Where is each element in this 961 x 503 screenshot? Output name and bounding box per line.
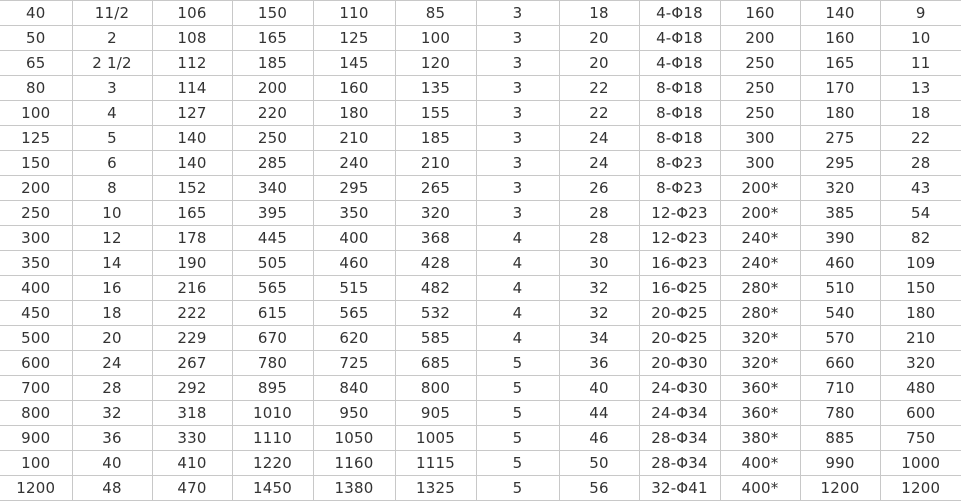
table-cell: 11/2 xyxy=(72,1,152,26)
table-cell: 43 xyxy=(880,176,961,201)
table-cell: 140 xyxy=(152,151,232,176)
table-cell: 155 xyxy=(395,101,476,126)
table-cell: 16-Φ23 xyxy=(639,251,720,276)
table-cell: 165 xyxy=(232,26,313,51)
table-cell: 380* xyxy=(720,426,800,451)
table-cell: 615 xyxy=(232,301,313,326)
table-cell: 20 xyxy=(72,326,152,351)
table-cell: 125 xyxy=(313,26,395,51)
table-cell: 34 xyxy=(559,326,639,351)
table-cell: 216 xyxy=(152,276,232,301)
table-cell: 222 xyxy=(152,301,232,326)
table-cell: 460 xyxy=(313,251,395,276)
table-cell: 200 xyxy=(0,176,72,201)
table-cell: 165 xyxy=(152,201,232,226)
table-cell: 950 xyxy=(313,401,395,426)
table-cell: 28 xyxy=(72,376,152,401)
table-cell: 400* xyxy=(720,476,800,501)
table-cell: 1380 xyxy=(313,476,395,501)
table-cell: 170 xyxy=(800,76,880,101)
table-cell: 400 xyxy=(0,276,72,301)
table-cell: 50 xyxy=(559,451,639,476)
table-cell: 3 xyxy=(72,76,152,101)
table-cell: 905 xyxy=(395,401,476,426)
table-cell: 300 xyxy=(0,226,72,251)
table-cell: 2 xyxy=(72,26,152,51)
table-cell: 28-Φ34 xyxy=(639,451,720,476)
table-cell: 570 xyxy=(800,326,880,351)
table-cell: 48 xyxy=(72,476,152,501)
table-cell: 26 xyxy=(559,176,639,201)
table-cell: 8-Φ18 xyxy=(639,101,720,126)
table-cell: 368 xyxy=(395,226,476,251)
table-cell: 320 xyxy=(800,176,880,201)
table-cell: 885 xyxy=(800,426,880,451)
table-row xyxy=(0,451,961,476)
table-cell: 32 xyxy=(72,401,152,426)
table-cell: 24 xyxy=(72,351,152,376)
table-cell: 585 xyxy=(395,326,476,351)
table-cell: 200* xyxy=(720,201,800,226)
table-cell: 532 xyxy=(395,301,476,326)
table-cell: 10 xyxy=(880,26,961,51)
table-cell: 445 xyxy=(232,226,313,251)
table-cell: 40 xyxy=(72,451,152,476)
table-cell: 82 xyxy=(880,226,961,251)
table-cell: 240* xyxy=(720,251,800,276)
table-cell: 780 xyxy=(232,351,313,376)
table-cell: 250 xyxy=(232,126,313,151)
table-cell: 1000 xyxy=(880,451,961,476)
table-cell: 725 xyxy=(313,351,395,376)
table-cell: 32 xyxy=(559,301,639,326)
table-row xyxy=(0,476,961,501)
table-cell: 400* xyxy=(720,451,800,476)
table-cell: 12 xyxy=(72,226,152,251)
table-cell: 22 xyxy=(559,101,639,126)
table-cell: 895 xyxy=(232,376,313,401)
table-cell: 28 xyxy=(880,151,961,176)
table-cell: 5 xyxy=(476,376,559,401)
table-cell: 9 xyxy=(880,1,961,26)
table-cell: 106 xyxy=(152,1,232,26)
table-cell: 4-Φ18 xyxy=(639,1,720,26)
table-cell: 250 xyxy=(720,51,800,76)
table-cell: 505 xyxy=(232,251,313,276)
table-row xyxy=(0,251,961,276)
table-cell: 515 xyxy=(313,276,395,301)
table-cell: 295 xyxy=(313,176,395,201)
table-row xyxy=(0,301,961,326)
table-row xyxy=(0,351,961,376)
table-cell: 8-Φ18 xyxy=(639,126,720,151)
table-cell: 450 xyxy=(0,301,72,326)
table-cell: 320 xyxy=(880,351,961,376)
table-cell: 3 xyxy=(476,26,559,51)
table-cell: 112 xyxy=(152,51,232,76)
table-cell: 5 xyxy=(476,476,559,501)
table-cell: 24 xyxy=(559,126,639,151)
table-cell: 295 xyxy=(800,151,880,176)
table-cell: 114 xyxy=(152,76,232,101)
table-cell: 185 xyxy=(395,126,476,151)
table-cell: 6 xyxy=(72,151,152,176)
table-cell: 1110 xyxy=(232,426,313,451)
table-cell: 285 xyxy=(232,151,313,176)
table-cell: 1200 xyxy=(880,476,961,501)
table-cell: 900 xyxy=(0,426,72,451)
table-cell: 500 xyxy=(0,326,72,351)
table-cell: 8 xyxy=(72,176,152,201)
table-cell: 14 xyxy=(72,251,152,276)
table-cell: 4 xyxy=(476,251,559,276)
table-cell: 395 xyxy=(232,201,313,226)
table-cell: 385 xyxy=(800,201,880,226)
table-cell: 250 xyxy=(720,101,800,126)
table-cell: 250 xyxy=(720,76,800,101)
table-cell: 670 xyxy=(232,326,313,351)
table-cell: 200 xyxy=(232,76,313,101)
table-cell: 44 xyxy=(559,401,639,426)
table-cell: 229 xyxy=(152,326,232,351)
table-row xyxy=(0,26,961,51)
table-cell: 210 xyxy=(313,126,395,151)
table-cell: 145 xyxy=(313,51,395,76)
table-cell: 460 xyxy=(800,251,880,276)
table-cell: 5 xyxy=(476,426,559,451)
table-row xyxy=(0,126,961,151)
table-cell: 36 xyxy=(72,426,152,451)
table-cell: 565 xyxy=(232,276,313,301)
table-cell: 24-Φ34 xyxy=(639,401,720,426)
table-cell: 5 xyxy=(72,126,152,151)
table-cell: 30 xyxy=(559,251,639,276)
table-cell: 480 xyxy=(880,376,961,401)
table-cell: 160 xyxy=(313,76,395,101)
table-cell: 200* xyxy=(720,176,800,201)
table-cell: 428 xyxy=(395,251,476,276)
table-row xyxy=(0,226,961,251)
table-cell: 12-Φ23 xyxy=(639,226,720,251)
table-cell: 780 xyxy=(800,401,880,426)
table-row xyxy=(0,376,961,401)
table-cell: 32 xyxy=(559,276,639,301)
table-cell: 292 xyxy=(152,376,232,401)
table-cell: 2 1/2 xyxy=(72,51,152,76)
table-cell: 24-Φ30 xyxy=(639,376,720,401)
table-row xyxy=(0,426,961,451)
table-cell: 540 xyxy=(800,301,880,326)
table-cell: 240 xyxy=(313,151,395,176)
table-cell: 660 xyxy=(800,351,880,376)
table-cell: 840 xyxy=(313,376,395,401)
table-cell: 1325 xyxy=(395,476,476,501)
table-cell: 360* xyxy=(720,401,800,426)
table-cell: 28 xyxy=(559,226,639,251)
table-cell: 350 xyxy=(313,201,395,226)
table-cell: 750 xyxy=(880,426,961,451)
table-cell: 4 xyxy=(476,226,559,251)
table-cell: 300 xyxy=(720,126,800,151)
table-cell: 127 xyxy=(152,101,232,126)
table-cell: 320* xyxy=(720,326,800,351)
table-cell: 600 xyxy=(880,401,961,426)
table-cell: 109 xyxy=(880,251,961,276)
table-cell: 54 xyxy=(880,201,961,226)
table-cell: 24 xyxy=(559,151,639,176)
table-cell: 100 xyxy=(395,26,476,51)
table-cell: 265 xyxy=(395,176,476,201)
table-cell: 18 xyxy=(559,1,639,26)
table-cell: 20 xyxy=(559,51,639,76)
table-cell: 3 xyxy=(476,1,559,26)
table-cell: 32-Φ41 xyxy=(639,476,720,501)
table-row xyxy=(0,151,961,176)
table-cell: 4 xyxy=(476,326,559,351)
table-cell: 710 xyxy=(800,376,880,401)
table-row xyxy=(0,76,961,101)
table-cell: 3 xyxy=(476,101,559,126)
table-cell: 152 xyxy=(152,176,232,201)
table-cell: 11 xyxy=(880,51,961,76)
table-cell: 16 xyxy=(72,276,152,301)
table-cell: 8-Φ23 xyxy=(639,151,720,176)
table-cell: 56 xyxy=(559,476,639,501)
table-cell: 1450 xyxy=(232,476,313,501)
table-cell: 22 xyxy=(559,76,639,101)
table-cell: 180 xyxy=(800,101,880,126)
table-cell: 340 xyxy=(232,176,313,201)
table-cell: 108 xyxy=(152,26,232,51)
table-cell: 12-Φ23 xyxy=(639,201,720,226)
table-cell: 185 xyxy=(232,51,313,76)
table-cell: 100 xyxy=(0,101,72,126)
table-row xyxy=(0,276,961,301)
table-cell: 178 xyxy=(152,226,232,251)
table-cell: 620 xyxy=(313,326,395,351)
table-cell: 1005 xyxy=(395,426,476,451)
table-cell: 150 xyxy=(880,276,961,301)
table-cell: 8-Φ18 xyxy=(639,76,720,101)
table-cell: 510 xyxy=(800,276,880,301)
table-cell: 40 xyxy=(559,376,639,401)
table-cell: 10 xyxy=(72,201,152,226)
table-cell: 20 xyxy=(559,26,639,51)
table-cell: 85 xyxy=(395,1,476,26)
table-row xyxy=(0,176,961,201)
table-cell: 140 xyxy=(800,1,880,26)
table-cell: 22 xyxy=(880,126,961,151)
table-cell: 8-Φ23 xyxy=(639,176,720,201)
table-cell: 3 xyxy=(476,126,559,151)
table-cell: 125 xyxy=(0,126,72,151)
table-row xyxy=(0,51,961,76)
table-cell: 165 xyxy=(800,51,880,76)
table-cell: 5 xyxy=(476,401,559,426)
table-cell: 20-Φ25 xyxy=(639,301,720,326)
table-cell: 320 xyxy=(395,201,476,226)
table-cell: 65 xyxy=(0,51,72,76)
table-cell: 36 xyxy=(559,351,639,376)
table-cell: 1010 xyxy=(232,401,313,426)
table-cell: 160 xyxy=(800,26,880,51)
table-cell: 5 xyxy=(476,351,559,376)
table-cell: 180 xyxy=(880,301,961,326)
table-cell: 318 xyxy=(152,401,232,426)
table-cell: 110 xyxy=(313,1,395,26)
table-cell: 20-Φ25 xyxy=(639,326,720,351)
table-row xyxy=(0,101,961,126)
table-cell: 685 xyxy=(395,351,476,376)
table-cell: 180 xyxy=(313,101,395,126)
table-cell: 267 xyxy=(152,351,232,376)
table-body xyxy=(0,1,961,501)
table-cell: 28-Φ34 xyxy=(639,426,720,451)
table-cell: 1200 xyxy=(800,476,880,501)
table-cell: 210 xyxy=(395,151,476,176)
table-cell: 275 xyxy=(800,126,880,151)
table-cell: 300 xyxy=(720,151,800,176)
table-cell: 400 xyxy=(313,226,395,251)
table-cell: 700 xyxy=(0,376,72,401)
table-cell: 4 xyxy=(476,276,559,301)
table-cell: 40 xyxy=(0,1,72,26)
table-cell: 240* xyxy=(720,226,800,251)
table-cell: 28 xyxy=(559,201,639,226)
table-cell: 220 xyxy=(232,101,313,126)
table-cell: 50 xyxy=(0,26,72,51)
table-cell: 4-Φ18 xyxy=(639,26,720,51)
table-cell: 1160 xyxy=(313,451,395,476)
table-cell: 200 xyxy=(720,26,800,51)
table-cell: 5 xyxy=(476,451,559,476)
table-cell: 18 xyxy=(72,301,152,326)
table-cell: 140 xyxy=(152,126,232,151)
table-cell: 13 xyxy=(880,76,961,101)
table-cell: 565 xyxy=(313,301,395,326)
table-cell: 100 xyxy=(0,451,72,476)
table-cell: 360* xyxy=(720,376,800,401)
table-cell: 80 xyxy=(0,76,72,101)
table-cell: 4 xyxy=(476,301,559,326)
table-cell: 150 xyxy=(232,1,313,26)
table-cell: 150 xyxy=(0,151,72,176)
table-cell: 20-Φ30 xyxy=(639,351,720,376)
table-cell: 410 xyxy=(152,451,232,476)
table-row xyxy=(0,326,961,351)
table-cell: 46 xyxy=(559,426,639,451)
table-cell: 210 xyxy=(880,326,961,351)
table-cell: 990 xyxy=(800,451,880,476)
table-cell: 482 xyxy=(395,276,476,301)
table-cell: 470 xyxy=(152,476,232,501)
table-cell: 120 xyxy=(395,51,476,76)
table-cell: 135 xyxy=(395,76,476,101)
table-cell: 1200 xyxy=(0,476,72,501)
table-row xyxy=(0,201,961,226)
table-cell: 1115 xyxy=(395,451,476,476)
table-cell: 190 xyxy=(152,251,232,276)
table-cell: 1220 xyxy=(232,451,313,476)
table-row xyxy=(0,401,961,426)
table-cell: 160 xyxy=(720,1,800,26)
table-cell: 280* xyxy=(720,276,800,301)
table-cell: 18 xyxy=(880,101,961,126)
table-cell: 16-Φ25 xyxy=(639,276,720,301)
table-cell: 3 xyxy=(476,176,559,201)
table-cell: 4-Φ18 xyxy=(639,51,720,76)
table-cell: 280* xyxy=(720,301,800,326)
table-cell: 320* xyxy=(720,351,800,376)
table-cell: 800 xyxy=(0,401,72,426)
table-cell: 3 xyxy=(476,151,559,176)
table-cell: 250 xyxy=(0,201,72,226)
table-cell: 390 xyxy=(800,226,880,251)
table-cell: 3 xyxy=(476,76,559,101)
table-cell: 1050 xyxy=(313,426,395,451)
table-cell: 350 xyxy=(0,251,72,276)
table-cell: 800 xyxy=(395,376,476,401)
table-cell: 600 xyxy=(0,351,72,376)
table-cell: 330 xyxy=(152,426,232,451)
table-cell: 3 xyxy=(476,201,559,226)
table-cell: 4 xyxy=(72,101,152,126)
table-cell: 3 xyxy=(476,51,559,76)
table-row xyxy=(0,1,961,26)
